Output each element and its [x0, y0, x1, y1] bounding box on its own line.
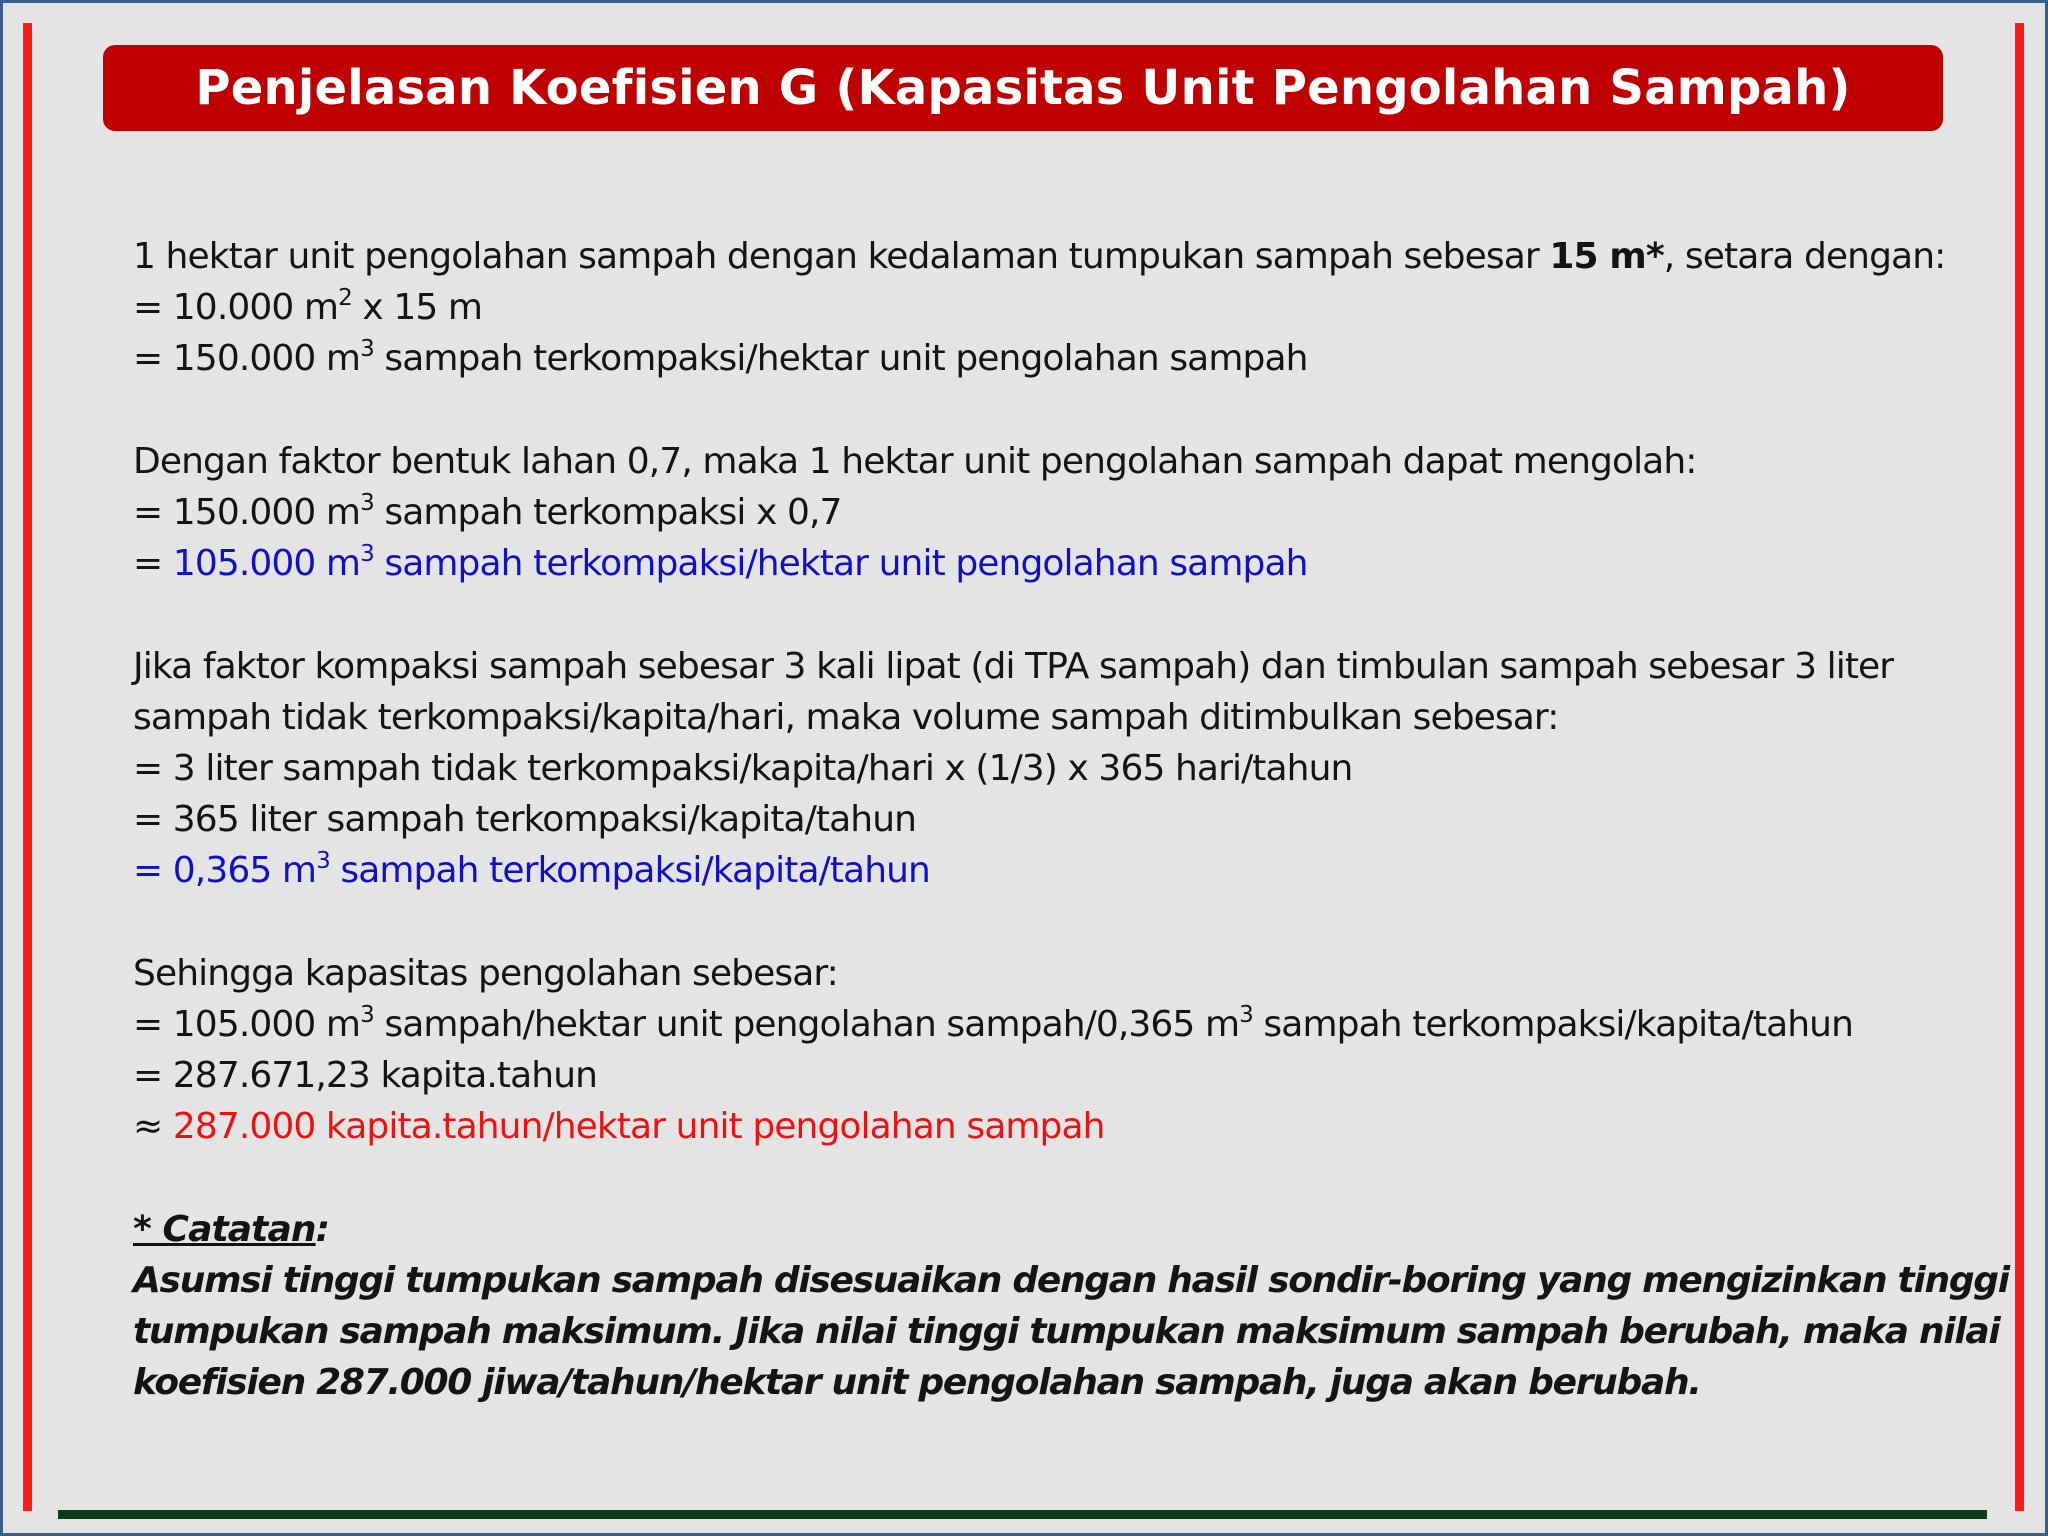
- s2-line2: [133, 487, 2003, 538]
- s2-line1: Dengan faktor bentuk lahan 0,7, maka 1 hektar unit pengolahan sampah dapat mengolah:: [133, 440, 1697, 482]
- s4-line2-c: sampah terkompaksi/kapita/tahun: [1252, 1003, 1854, 1045]
- note-line2: tumpukan sampah maksimum. Jika nilai tinggi tumpukan maksimum sampah berubah, maka nilai: [133, 1310, 2000, 1352]
- s1-line1-pre: 1 hektar unit pengolahan sampah dengan kedalaman tumpukan sampah sebesar: [133, 236, 1550, 277]
- s4-line2: [133, 999, 2003, 1050]
- superscript-3: 3: [316, 848, 330, 875]
- s4-line1: Sehingga kapasitas pengolahan sebesar:: [133, 952, 838, 994]
- s2-result-post: sampah terkompaksi/hektar unit pengolahan sampah: [373, 543, 1308, 585]
- s2-result: [173, 543, 1308, 584]
- note-heading: [133, 1204, 2003, 1255]
- s4-line4: [133, 1101, 2003, 1152]
- s4-line2-b: sampah/hektar unit pengolahan sampah/0,365 m: [373, 1003, 1240, 1045]
- s3-result: [133, 845, 2003, 896]
- left-red-bar: [23, 23, 32, 1511]
- superscript-3: 3: [360, 336, 374, 363]
- s1-line2-pre: = 10.000 m: [133, 287, 339, 329]
- s4-line3: = 287.671,23 kapita.tahun: [133, 1055, 598, 1096]
- s1-depth-value: 15 m*: [1549, 236, 1664, 277]
- s1-line2: [133, 282, 2003, 333]
- s1-line1: [133, 231, 2003, 282]
- superscript-2: 2: [338, 285, 352, 312]
- note-line3: koefisien 287.000 jiwa/tahun/hektar unit pengolahan sampah, juga akan berubah.: [133, 1362, 1701, 1404]
- final-coefficient: 287.000 kapita.tahun/hektar unit pengolahan sampah: [172, 1106, 1105, 1148]
- superscript-3: 3: [1239, 1001, 1253, 1028]
- s1-line3-post: sampah terkompaksi/hektar unit pengolahan sampah: [373, 338, 1308, 380]
- superscript-3: 3: [360, 541, 374, 568]
- slide-body: [133, 231, 2009, 1408]
- s1-line2-post: x 15 m: [351, 287, 483, 329]
- slide-title: Penjelasan Koefisien G (Kapasitas Unit Pengolahan Sampah): [195, 60, 1851, 116]
- s1-line3-pre: = 150.000 m: [133, 338, 361, 380]
- s4-line2-a: = 105.000 m: [133, 1003, 361, 1045]
- s3-result-post: sampah terkompaksi/kapita/tahun: [329, 850, 930, 892]
- superscript-3: 3: [360, 489, 374, 516]
- s2-line2-pre: = 150.000 m: [133, 491, 361, 533]
- s3-line4: = 365 liter sampah terkompaksi/kapita/tahun: [133, 799, 917, 841]
- note-heading-colon: :: [315, 1208, 330, 1250]
- bottom-green-rule: [58, 1510, 1987, 1519]
- spacer: [133, 896, 2003, 947]
- s3-result-pre: = 0,365 m: [133, 850, 317, 892]
- s2-line3-eq: =: [133, 543, 173, 585]
- right-red-bar: [2015, 23, 2024, 1511]
- s3-line1: Jika faktor kompaksi sampah sebesar 3 kali lipat (di TPA sampah) dan timbulan sampah sebesar 3 liter: [133, 645, 1894, 687]
- s2-line2-post: sampah terkompaksi x 0,7: [373, 491, 842, 533]
- title-banner: [103, 45, 1943, 131]
- note-line1: Asumsi tinggi tumpukan sampah disesuaikan dengan hasil sondir-boring yang mengizinkan tinggi: [133, 1259, 2009, 1301]
- spacer: [133, 385, 2003, 436]
- slide: [3, 3, 2045, 1533]
- s2-result-pre: 105.000 m: [172, 543, 361, 585]
- spacer: [133, 589, 2003, 640]
- note-heading-text: * Catatan: [133, 1208, 316, 1250]
- s3-line3: = 3 liter sampah tidak terkompaksi/kapita/hari x (1/3) x 365 hari/tahun: [133, 747, 1353, 789]
- s1-line1-post: , setara dengan:: [1663, 236, 1946, 277]
- superscript-3: 3: [360, 1001, 374, 1028]
- spacer: [133, 1152, 2003, 1203]
- s1-line3: [133, 333, 2003, 384]
- approx-symbol: ≈: [133, 1106, 173, 1148]
- s3-line2: sampah tidak terkompaksi/kapita/hari, maka volume sampah ditimbulkan sebesar:: [133, 696, 1559, 738]
- s2-line3: [133, 538, 2003, 589]
